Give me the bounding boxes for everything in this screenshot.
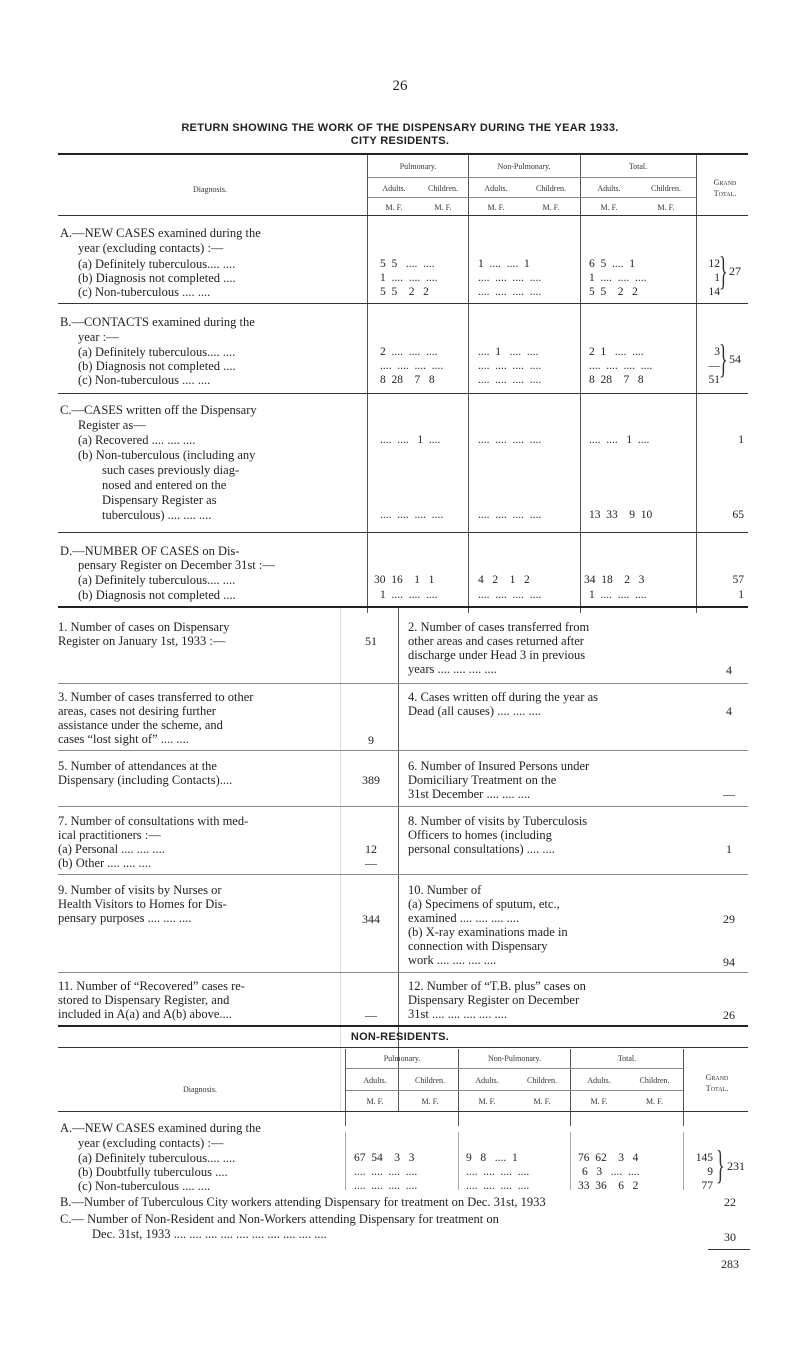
adults-header: Adults. xyxy=(363,1076,387,1085)
pulmonary-header: Pulmonary. xyxy=(383,1054,421,1063)
table-bottom-rule xyxy=(58,606,748,608)
non-pulmonary-header: Non-Pulmonary. xyxy=(497,162,551,171)
non-residents-heading: NON-RESIDENTS. xyxy=(350,1031,450,1043)
stat-text: 9. Number of visits by Nurses or Health Visitors to Homes for Dis- pensary purposes .... .... .... xyxy=(58,883,227,925)
non-pulmonary-cells: .... .... .... .... xyxy=(478,272,542,284)
children-header: Children. xyxy=(527,1076,557,1085)
grand-total-cell: 65 xyxy=(732,509,744,521)
stat-value: 26 xyxy=(723,1008,735,1022)
table-top-rule xyxy=(58,1047,748,1048)
section-d-heading: D.—NUMBER OF CASES on Dis- xyxy=(60,544,240,558)
non-pulmonary-cells: 4 2 1 2 xyxy=(478,574,530,586)
section-a-subheading: year (excluding contacts) :— xyxy=(78,241,224,255)
header-bottom-rule xyxy=(58,1111,748,1112)
mf-header: M. F. xyxy=(646,1097,663,1106)
total-cells: 76 62 3 4 xyxy=(578,1152,639,1164)
header-rule xyxy=(346,1090,683,1091)
stat-value: — xyxy=(365,856,377,870)
mf-header: M. F. xyxy=(366,1097,384,1106)
pulmonary-cells: 5 5 2 2 xyxy=(380,286,429,298)
grand-total-cell: 51 xyxy=(708,374,720,386)
col-divider xyxy=(683,1132,684,1190)
stat-value: — xyxy=(365,1008,377,1022)
mf-header: M. F. xyxy=(487,203,505,212)
nr-section-c-text-2: Dec. 31st, 1933 .... .... .... .... .... .... .... .... .... .... xyxy=(92,1227,327,1241)
adults-header: Adults. xyxy=(597,184,621,193)
pulmonary-cells: 67 54 3 3 xyxy=(354,1152,415,1164)
section-a-heading: A.—NEW CASES examined during the xyxy=(60,226,261,240)
stat-text: 1. Number of cases on Dispensary Register on January 1st, 1933 :— xyxy=(58,620,230,648)
stat-text: 4. Cases written off during the year as Dead (all causes) .... .... .... xyxy=(408,690,598,718)
grand-total-cell: 77 xyxy=(701,1180,713,1192)
page-number: 26 xyxy=(392,78,408,94)
stat-value: 51 xyxy=(365,634,377,648)
stat-value: 29 xyxy=(723,912,735,926)
row-label: (b) Diagnosis not completed .... xyxy=(78,588,236,602)
total-cells: 13 33 9 10 xyxy=(589,509,653,521)
total-cells: 1 .... .... .... xyxy=(589,589,647,601)
mf-header: M. F. xyxy=(434,203,452,212)
non-pulmonary-header: Non-Pulmonary. xyxy=(487,1054,542,1063)
col-divider xyxy=(570,1132,571,1190)
row-label: Dispensary Register as xyxy=(102,493,217,507)
mf-header: M. F. xyxy=(421,1097,439,1106)
pulmonary-cells: .... .... .... .... xyxy=(354,1180,418,1192)
children-header: Children. xyxy=(639,1076,670,1085)
header-rule xyxy=(346,1068,683,1069)
nr-section-b-value: 22 xyxy=(724,1195,736,1209)
group-total-nr: 231 xyxy=(727,1159,745,1173)
grand-total-cell: 145 xyxy=(695,1152,713,1164)
row-label: (a) Recovered .... .... .... xyxy=(78,433,196,447)
grand-total-cell: 57 xyxy=(732,574,744,586)
row-label: (b) Non-tuberculous (including any xyxy=(78,448,256,462)
stat-text: 6. Number of Insured Persons under Domiciliary Treatment on the 31st December .... .... .... xyxy=(408,759,590,801)
mf-header: M. F. xyxy=(478,1097,496,1106)
row-label: (a) Definitely tuberculous.... .... xyxy=(78,345,236,359)
diagnosis-header: Diagnosis. xyxy=(183,1085,217,1094)
col-divider xyxy=(367,155,368,613)
children-header: Children. xyxy=(651,184,681,193)
grand-total-cell: 1 xyxy=(738,589,744,601)
col-divider xyxy=(345,1132,346,1190)
children-header: Children. xyxy=(428,184,458,193)
nr-section-a-heading: A.—NEW CASES examined during the xyxy=(60,1121,261,1135)
total-cells: 5 5 2 2 xyxy=(589,286,638,298)
col-divider xyxy=(696,155,697,613)
stat-value: 1 xyxy=(726,842,732,856)
group-total-b: 54 xyxy=(729,352,741,366)
grand-total-header: Grand xyxy=(713,178,737,187)
final-total: 283 xyxy=(721,1257,739,1271)
non-pulmonary-cells: .... .... .... .... xyxy=(478,589,542,601)
section-rule xyxy=(58,393,748,394)
pulmonary-header: Pulmonary. xyxy=(399,162,437,171)
header-rule xyxy=(368,177,696,178)
total-cells: 33 36 6 2 xyxy=(578,1180,639,1192)
non-pulmonary-cells: 9 8 .... 1 xyxy=(466,1152,518,1164)
section-d-subheading: pensary Register on December 31st :— xyxy=(78,558,275,572)
total-header: Total. xyxy=(628,162,648,171)
stats-rule xyxy=(58,874,748,875)
stats-rule xyxy=(58,972,748,973)
non-pulmonary-cells: .... .... .... .... xyxy=(478,509,542,521)
section-rule xyxy=(58,532,748,533)
total-cells: 2 1 .... .... xyxy=(589,346,644,358)
children-header: Children. xyxy=(415,1076,445,1085)
stat-text: 2. Number of cases transferred from other areas and cases returned after discharge under Head 3 in previous years .... .... .... .... xyxy=(408,620,590,676)
pulmonary-cells: 1 .... .... .... xyxy=(380,589,438,601)
stat-value: 4 xyxy=(726,663,732,677)
row-label: tuberculous) .... .... .... xyxy=(102,508,212,522)
stat-text: 11. Number of “Recovered” cases re- stored to Dispensary Register, and included in A(a) and A(b) above.... xyxy=(58,979,245,1021)
stat-text: 8. Number of visits by Tuberculosis Officers to homes (including personal consultations) .... .... xyxy=(408,814,588,856)
col-divider xyxy=(468,155,469,613)
stat-value: 94 xyxy=(723,955,735,969)
pulmonary-cells: .... .... .... .... xyxy=(380,360,444,372)
total-header: Total. xyxy=(617,1054,637,1063)
non-pulmonary-cells: 1 .... .... 1 xyxy=(478,258,530,270)
non-pulmonary-cells: .... .... .... .... xyxy=(478,434,542,446)
stat-text: 7. Number of consultations with med- ical practitioners :— (a) Personal .... .... .... (b) Other .... .... .... xyxy=(58,814,249,870)
header-rule xyxy=(368,197,696,198)
grand-total-header-2: Total. xyxy=(705,1084,729,1093)
mf-header: M. F. xyxy=(385,203,403,212)
mf-header: M. F. xyxy=(600,203,618,212)
mf-header: M. F. xyxy=(533,1097,551,1106)
adults-header: Adults. xyxy=(382,184,406,193)
total-cells: 34 18 2 3 xyxy=(584,574,645,586)
sum-rule xyxy=(708,1249,750,1250)
stats-rule xyxy=(58,683,748,684)
report-title: RETURN SHOWING THE WORK OF THE DISPENSARY DURING THE YEAR 1933. xyxy=(181,122,619,134)
adults-header: Adults. xyxy=(587,1076,611,1085)
grand-total-cell: 14 xyxy=(708,286,720,298)
non-pulmonary-cells: .... .... .... .... xyxy=(478,374,542,386)
non-pulmonary-cells: .... .... .... .... xyxy=(466,1166,530,1178)
non-pulmonary-cells: .... .... .... .... xyxy=(466,1180,530,1192)
section-c-heading: C.—CASES written off the Dispensary xyxy=(60,403,257,417)
total-cells: 6 5 .... 1 xyxy=(589,258,635,270)
stats-rule xyxy=(58,750,748,751)
stat-text: 3. Number of cases transferred to other areas, cases not desiring further assistance under the scheme, and cases “lost sight of” .... .... xyxy=(58,690,254,746)
grand-total-header-2: Total. xyxy=(713,189,737,198)
col-divider xyxy=(458,1132,459,1190)
row-label: (c) Non-tuberculous .... .... xyxy=(78,285,211,299)
row-label: (b) Diagnosis not completed .... xyxy=(78,359,236,373)
grand-total-cell: 9 xyxy=(707,1166,713,1178)
row-label: (c) Non-tuberculous .... .... xyxy=(78,373,211,387)
stat-text: 12. Number of “T.B. plus” cases on Dispensary Register on December 31st .... .... .... .... .... xyxy=(408,979,586,1021)
city-residents-heading: CITY RESIDENTS. xyxy=(350,135,450,147)
non-pulmonary-cells: .... .... .... .... xyxy=(478,286,542,298)
grand-total-cell: — xyxy=(708,360,720,372)
header-bottom-rule xyxy=(58,215,748,216)
group-total-a: 27 xyxy=(729,264,741,278)
non-pulmonary-cells: .... 1 .... .... xyxy=(478,346,539,358)
stat-value: 9 xyxy=(368,733,374,747)
row-label: (a) Definitely tuberculous.... .... xyxy=(78,1151,236,1165)
section-c-subheading: Register as— xyxy=(78,418,146,432)
stats-rule xyxy=(58,806,748,807)
nr-section-b-text: B.—Number of Tuberculous City workers attending Dispensary for treatment on Dec. 31st, 1933 xyxy=(60,1195,546,1209)
total-cells: 1 .... .... .... xyxy=(589,272,647,284)
pulmonary-cells: .... .... .... .... xyxy=(380,509,444,521)
pulmonary-cells: 2 .... .... .... xyxy=(380,346,438,358)
grand-total-cell: 12 xyxy=(708,258,720,270)
row-label: (a) Definitely tuberculous.... .... xyxy=(78,573,236,587)
stat-value: 344 xyxy=(362,912,380,926)
grand-total-cell: 1 xyxy=(738,434,744,446)
mf-header: M. F. xyxy=(542,203,560,212)
table-top-rule xyxy=(58,153,748,155)
row-label: (c) Non-tuberculous .... .... xyxy=(78,1179,211,1193)
adults-header: Adults. xyxy=(484,184,508,193)
nr-section-a-subheading: year (excluding contacts) :— xyxy=(78,1136,224,1150)
stat-value: 389 xyxy=(362,773,380,787)
row-label: (b) Diagnosis not completed .... xyxy=(78,271,236,285)
children-header: Children. xyxy=(536,184,566,193)
grand-total-header: Grand xyxy=(705,1073,729,1082)
grand-total-cell: 3 xyxy=(714,346,720,358)
row-label: such cases previously diag- xyxy=(102,463,240,477)
stat-value: — xyxy=(723,787,735,801)
section-rule xyxy=(58,303,748,304)
nr-section-c-value: 30 xyxy=(724,1230,736,1244)
row-label: (a) Definitely tuberculous.... .... xyxy=(78,257,236,271)
mf-header: M. F. xyxy=(590,1097,608,1106)
grand-total-cell: 1 xyxy=(714,272,720,284)
pulmonary-cells: 1 .... .... .... xyxy=(380,272,438,284)
pulmonary-cells: 8 28 7 8 xyxy=(380,374,435,386)
total-cells: 8 28 7 8 xyxy=(589,374,644,386)
stat-text: 5. Number of attendances at the Dispensary (including Contacts).... xyxy=(58,759,233,787)
adults-header: Adults. xyxy=(475,1076,499,1085)
pulmonary-cells: 30 16 1 1 xyxy=(374,574,435,586)
pulmonary-cells: 5 5 .... .... xyxy=(380,258,435,270)
stat-text: 10. Number of (a) Specimens of sputum, etc., examined .... .... .... .... (b) X-ray examinations made in connection with Dispensary work .... .... .... .... xyxy=(408,883,568,967)
stat-value: 4 xyxy=(726,704,732,718)
row-label: (b) Doubtfully tuberculous .... xyxy=(78,1165,228,1179)
diagnosis-header: Diagnosis. xyxy=(193,185,227,194)
stats-bottom-rule xyxy=(58,1025,748,1027)
row-label: nosed and entered on the xyxy=(102,478,227,492)
brace-icon: } xyxy=(716,1142,725,1187)
brace-icon: } xyxy=(719,248,728,293)
section-b-heading: B.—CONTACTS examined during the xyxy=(60,315,255,329)
total-cells: .... .... .... .... xyxy=(589,360,653,372)
non-pulmonary-cells: .... .... .... .... xyxy=(478,360,542,372)
pulmonary-cells: .... .... 1 .... xyxy=(380,434,441,446)
total-cells: 6 3 .... .... xyxy=(582,1166,640,1178)
stat-value: 12 xyxy=(365,842,377,856)
nr-section-c-text: C.— Number of Non-Resident and Non-Workers attending Dispensary for treatment on xyxy=(60,1212,499,1226)
col-divider xyxy=(580,155,581,613)
brace-icon: } xyxy=(719,336,728,381)
total-cells: .... .... 1 .... xyxy=(589,434,650,446)
pulmonary-cells: .... .... .... .... xyxy=(354,1166,418,1178)
mf-header: M. F. xyxy=(657,203,675,212)
section-b-subheading: year :— xyxy=(78,330,119,344)
